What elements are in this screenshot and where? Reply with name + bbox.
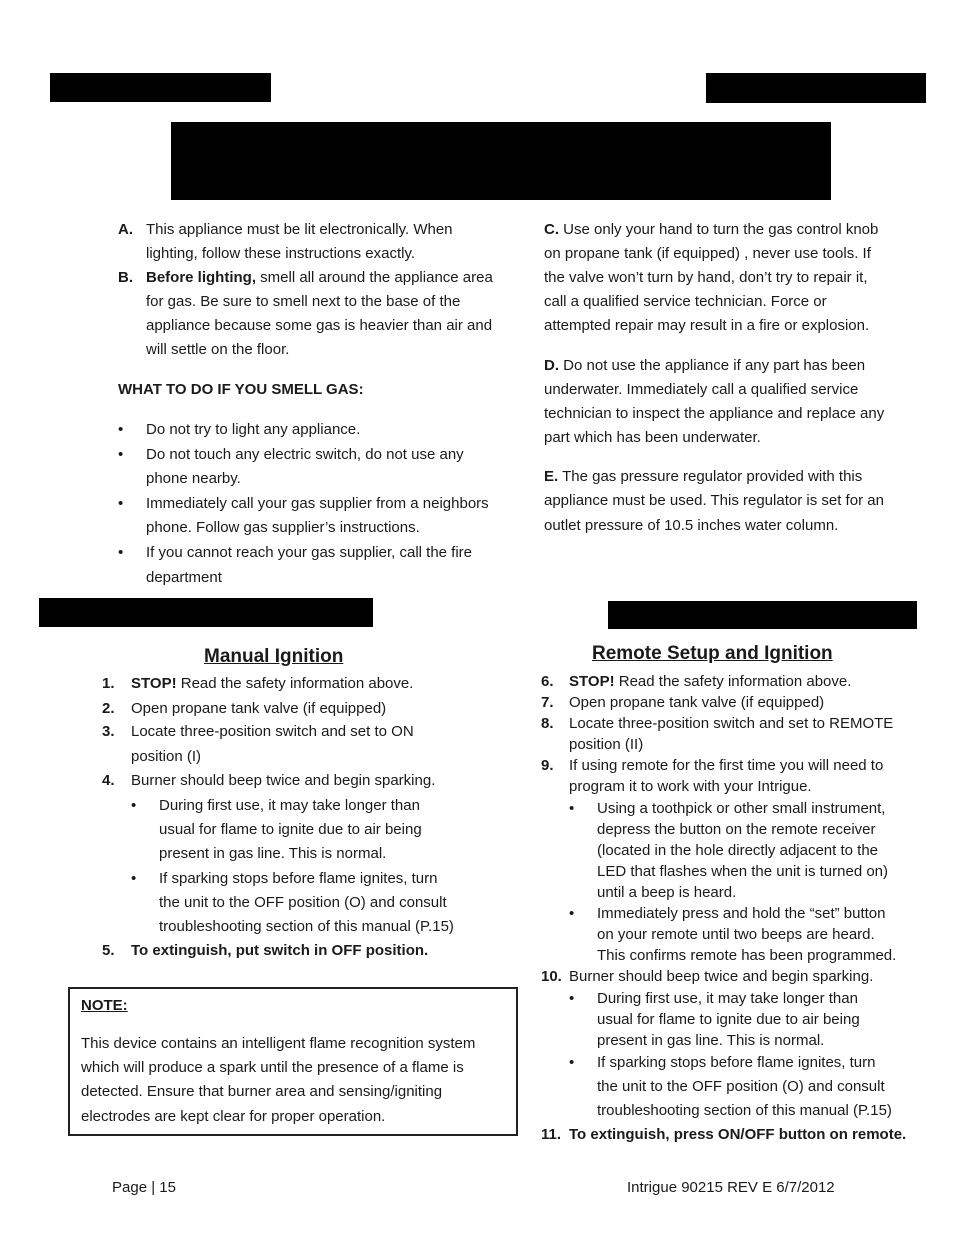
item-b-text: smell all around the appliance area — [256, 269, 493, 286]
item-b-line: for gas. Be sure to smell next to the base of the — [146, 293, 461, 310]
step-8: Locate three-position switch and set to REMOTE — [569, 715, 894, 732]
step-1-bold: STOP! — [131, 675, 177, 692]
step-5: To extinguish, put switch in OFF position. — [131, 942, 429, 959]
step-9-bullet: depress the button on the remote receiver — [597, 821, 876, 838]
item-c-line: attempted repair may result in a fire or explosion. — [544, 317, 870, 334]
document-revision: Intrigue 90215 REV E 6/7/2012 — [627, 1179, 835, 1196]
manual-ignition-title: Manual Ignition — [204, 646, 344, 667]
note-title: NOTE: — [81, 997, 128, 1014]
note-line: detected. Ensure that burner area and sensing/igniting — [81, 1083, 443, 1100]
bullet: • — [569, 990, 575, 1007]
item-b-line: will settle on the floor. — [146, 341, 290, 358]
step-number: 3. — [102, 723, 115, 740]
step-6-bold: STOP! — [569, 673, 615, 690]
bullet: • — [118, 446, 124, 463]
step-9-bullet: until a beep is heard. — [597, 884, 737, 901]
redacted-section-heading-left — [39, 598, 373, 627]
step-2: Open propane tank valve (if equipped) — [131, 700, 387, 717]
step-number: 9. — [541, 757, 554, 774]
smell-gas-bullet: Do not try to light any appliance. — [146, 421, 361, 438]
step-1-text: Read the safety information above. — [176, 675, 414, 692]
step-11: To extinguish, press ON/OFF button on remote. — [569, 1126, 907, 1143]
step-10-bullet: present in gas line. This is normal. — [597, 1032, 825, 1049]
step-3: Locate three-position switch and set to ON — [131, 723, 414, 740]
item-d-line — [544, 356, 865, 376]
step-9-bullet: (located in the hole directly adjacent to the — [597, 842, 879, 859]
bullet: • — [118, 421, 124, 438]
step-number: 11. — [541, 1126, 562, 1143]
bullet: • — [118, 544, 124, 561]
item-a-line: This appliance must be lit electronically. When — [146, 221, 453, 238]
redacted-header-right — [706, 73, 926, 103]
bullet: • — [569, 1054, 575, 1071]
step-number: 4. — [102, 772, 115, 789]
step-6 — [569, 672, 851, 692]
bullet: • — [569, 905, 575, 922]
item-b-label: B. — [118, 269, 133, 286]
step-4-bullet: During first use, it may take longer than — [159, 797, 420, 814]
bullet: • — [131, 797, 137, 814]
item-c-line: call a qualified service technician. Force or — [544, 293, 827, 310]
item-b-line: appliance because some gas is heavier than air and — [146, 317, 493, 334]
step-7: Open propane tank valve (if equipped) — [569, 694, 825, 711]
step-10-bullet: usual for flame to ignite due to air being — [597, 1011, 860, 1028]
item-c-line: on propane tank (if equipped) , never use tools. If — [544, 245, 871, 262]
item-e-label: E. — [544, 468, 559, 485]
smell-gas-bullet: department — [146, 569, 222, 586]
item-d-line: part which has been underwater. — [544, 429, 761, 446]
step-9: program it to work with your Intrigue. — [569, 778, 812, 795]
bullet: • — [131, 870, 137, 887]
item-e-line: appliance must be used. This regulator is set for an — [544, 492, 884, 509]
item-b-line — [146, 268, 493, 288]
redacted-header-left — [50, 73, 271, 102]
step-4-bullet: present in gas line. This is normal. — [159, 845, 387, 862]
item-d-text: Do not use the appliance if any part has been — [559, 357, 866, 374]
step-10-bullet: During first use, it may take longer than — [597, 990, 858, 1007]
step-number: 5. — [102, 942, 115, 959]
item-e-text: The gas pressure regulator provided with this — [558, 468, 863, 485]
step-10-bullet: If sparking stops before flame ignites, turn — [597, 1054, 876, 1071]
note-line: This device contains an intelligent flame recognition system — [81, 1035, 476, 1052]
step-9-bullet: on your remote until two beeps are heard. — [597, 926, 875, 943]
item-c-line: the valve won’t turn by hand, don’t try to repair it, — [544, 269, 868, 286]
step-4-bullet: If sparking stops before flame ignites, turn — [159, 870, 438, 887]
step-number: 10. — [541, 968, 562, 985]
item-d-label: D. — [544, 357, 559, 374]
step-8: position (II) — [569, 736, 644, 753]
step-3: position (I) — [131, 748, 202, 765]
note-line: which will produce a spark until the presence of a flame is — [81, 1059, 464, 1076]
smell-gas-bullet: Do not touch any electric switch, do not use any — [146, 446, 464, 463]
step-9-bullet: Immediately press and hold the “set” button — [597, 905, 886, 922]
step-4-bullet: troubleshooting section of this manual (P.15) — [159, 918, 454, 935]
step-9-bullet: This confirms remote has been programmed. — [597, 947, 897, 964]
item-c-line — [544, 220, 878, 240]
item-c-text: Use only your hand to turn the gas control knob — [559, 221, 879, 238]
step-number: 1. — [102, 675, 115, 692]
step-4-bullet: the unit to the OFF position (O) and consult — [159, 894, 447, 911]
smell-gas-bullet: phone. Follow gas supplier’s instructions. — [146, 519, 420, 536]
step-9-bullet: LED that flashes when the unit is turned on) — [597, 863, 889, 880]
step-9-bullet: Using a toothpick or other small instrument, — [597, 800, 886, 817]
item-c-label: C. — [544, 221, 559, 238]
step-4: Burner should beep twice and begin sparking. — [131, 772, 436, 789]
step-10-bullet: troubleshooting section of this manual (P.15) — [597, 1102, 892, 1119]
smell-gas-bullet: If you cannot reach your gas supplier, call the fire — [146, 544, 473, 561]
step-10: Burner should beep twice and begin sparking. — [569, 968, 874, 985]
remote-setup-title: Remote Setup and Ignition — [592, 643, 833, 664]
redacted-title-block — [171, 122, 831, 200]
item-b-bold: Before lighting, — [146, 269, 256, 286]
item-e-line — [544, 467, 862, 487]
step-10-bullet: the unit to the OFF position (O) and consult — [597, 1078, 885, 1095]
item-e-line: outlet pressure of 10.5 inches water column. — [544, 517, 839, 534]
item-d-line: underwater. Immediately call a qualified service — [544, 381, 859, 398]
step-1 — [131, 674, 413, 694]
note-line: electrodes are kept clear for proper operation. — [81, 1108, 386, 1125]
item-a-label: A. — [118, 221, 133, 238]
bullet: • — [118, 495, 124, 512]
item-a-line: lighting, follow these instructions exactly. — [146, 245, 416, 262]
smell-gas-heading: WHAT TO DO IF YOU SMELL GAS: — [118, 381, 364, 398]
redacted-section-heading-right — [608, 601, 917, 629]
step-4-bullet: usual for flame to ignite due to air being — [159, 821, 422, 838]
step-number: 6. — [541, 673, 554, 690]
page-number: Page | 15 — [112, 1179, 176, 1196]
item-d-line: technician to inspect the appliance and replace any — [544, 405, 885, 422]
step-9: If using remote for the first time you will need to — [569, 757, 884, 774]
smell-gas-bullet: Immediately call your gas supplier from a neighbors — [146, 495, 489, 512]
smell-gas-bullet: phone nearby. — [146, 470, 241, 487]
step-number: 8. — [541, 715, 554, 732]
step-6-text: Read the safety information above. — [614, 673, 852, 690]
bullet: • — [569, 800, 575, 817]
step-number: 2. — [102, 700, 115, 717]
step-number: 7. — [541, 694, 554, 711]
